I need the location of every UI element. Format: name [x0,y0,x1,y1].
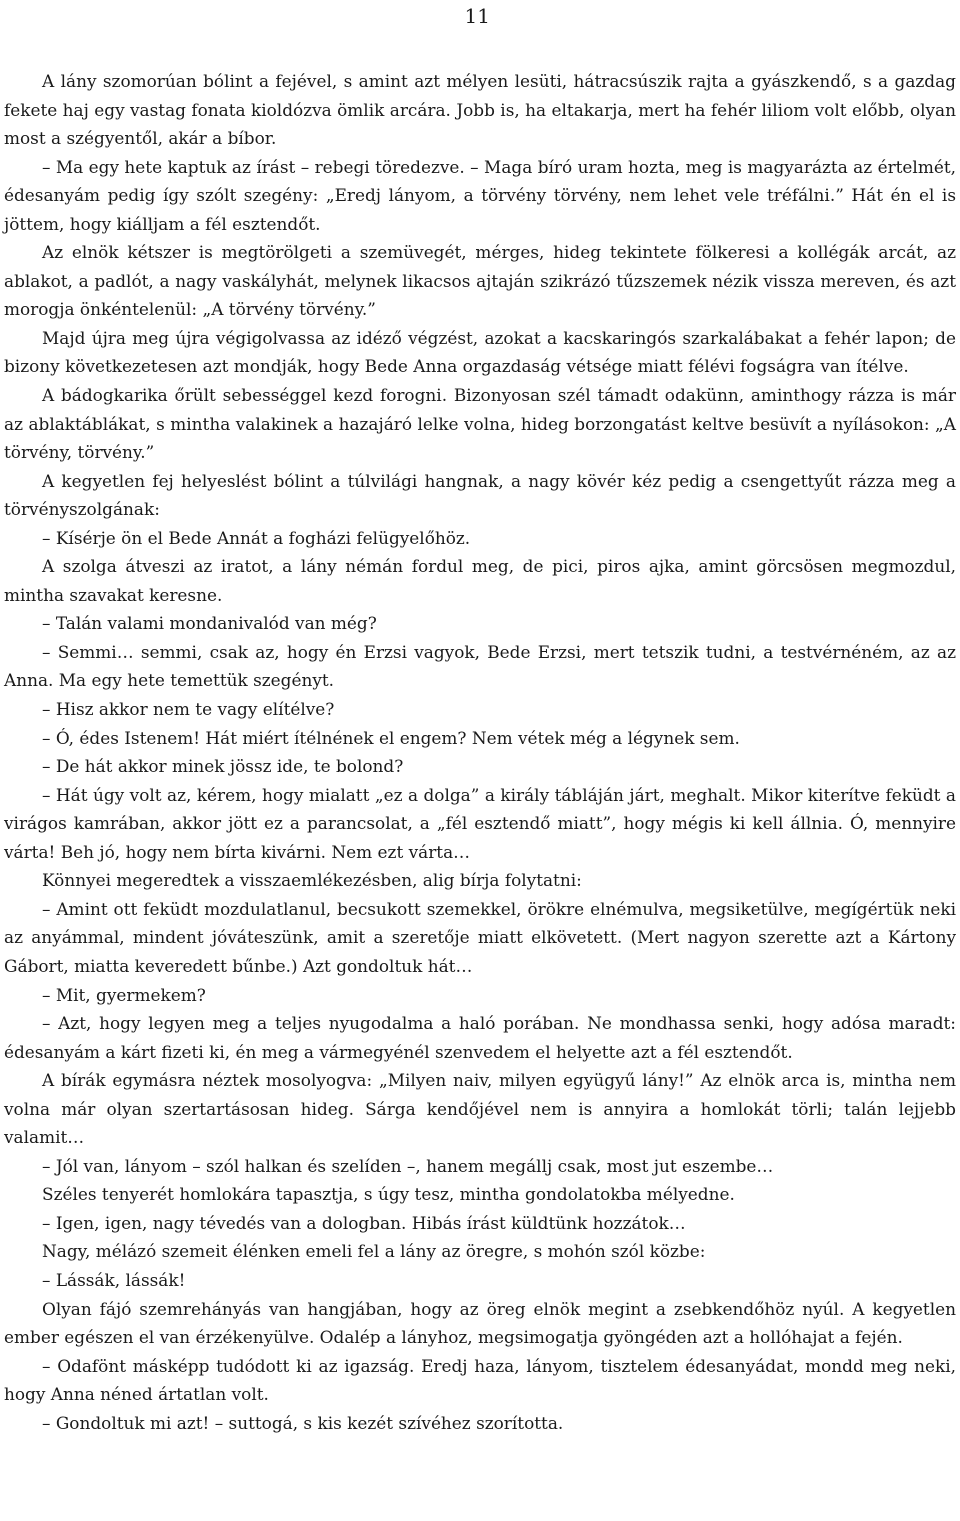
paragraph: Majd újra meg újra végigolvassa az idéző végzést, azokat a kacskaringós szarkalábakat a fehér lapon; de bizony következetesen azt mondják, hogy Bede Anna orgazdaság vétsége miatt félévi fogságra van ítélve. [4,327,956,377]
paragraph: – Semmi… semmi, csak az, hogy én Erzsi vagyok, Bede Erzsi, mert tetszik tudni, a testvérnéném, az az Anna. Ma egy hete temettük szegényt. [4,641,956,691]
paragraph: Olyan fájó szemrehányás van hangjában, hogy az öreg elnök megint a zsebkendőhöz nyúl. A kegyetlen ember egészen el van érzékenyülve. Odalép a lányhoz, megsimogatja gyöngéden azt a hollóhajat a fején. [4,1298,956,1348]
paragraph: – Odafönt másképp tudódott ki az igazság. Eredj haza, lányom, tisztelem édesanyádat, mondd meg neki, hogy Anna néned ártatlan volt. [4,1355,956,1405]
paragraph: – Igen, igen, nagy tévedés van a dologban. Hibás írást küldtünk hozzátok… [42,1212,686,1233]
paragraph: – Hát úgy volt az, kérem, hogy mialatt „ez a dolga” a király tábláján járt, meghalt. Mikor kiterítve feküdt a virágos kamrában, akkor jött ez a parancsolat, a „fél esztendő miatt”, hogy mégis ki kell állnia. Ó, mennyire várta! Beh jó, hogy nem bírta kivárni. Nem ezt várta… [4,784,956,862]
paragraph: – Amint ott feküdt mozdulatlanul, becsukott szemekkel, örökre elnémulva, megsiketülve, megígértük neki az anyámmal, mindent jóváteszünk, amit a szeretője miatt elkövetett. (Mert nagyon szerette azt a Kártony Gábort, miatta keveredett bűnbe.) Azt gondoltuk hát… [4,898,956,976]
paragraph: A bádogkarika őrült sebességgel kezd forogni. Bizonyosan szél támadt odakünn, aminthogy rázza is már az ablaktáblákat, s mintha valakinek a hazajáró lelke volna, hideg borzongatást keltve besüvít a nyílásokon: „A törvény, törvény.” [4,385,956,463]
paragraph: – Kísérje ön el Bede Annát a fogházi felügyelőhöz. [42,527,471,548]
paragraph: A lány szomorúan bólint a fejével, s amint azt mélyen lesüti, hátracsúszik rajta a gyászkendő, s a gazdag fekete haj egy vastag fonata kioldózva ömlik arcára. Jobb is, ha eltakarja, mert ha fehér liliom volt előbb, olyan most a szégyentől, akár a bíbor. [4,71,956,149]
body-text [4,67,956,1437]
paragraph: Az elnök kétszer is megtörölgeti a szemüvegét, mérges, hideg tekintete fölkeresi a kollégák arcát, az ablakot, a padlót, a nagy vaskályhát, melynek likacsos ajtaján szikrázó tűzszemek nézik vissza mereven, és azt morogja önkéntelenül: „A törvény törvény.” [4,242,956,320]
paragraph: – Ma egy hete kaptuk az írást – rebegi töredezve. – Maga bíró uram hozta, meg is magyarázta az értelmét, édesanyám pedig így szólt szegény: „Eredj lányom, a törvény törvény, nem lehet vele tréfálni.” Hát én el is jöttem, hogy kiálljam a fél esztendőt. [4,156,956,234]
paragraph: Könnyei megeredtek a visszaemlékezésben, alig bírja folytatni: [42,870,582,891]
paragraph: – Lássák, lássák! [42,1269,186,1290]
paragraph: Nagy, mélázó szemeit élénken emeli fel a lány az öregre, s mohón szól közbe: [42,1241,706,1262]
paragraph: – De hát akkor minek jössz ide, te bolond? [42,756,404,777]
paragraph: Széles tenyerét homlokára tapasztja, s úgy tesz, mintha gondolatokba mélyedne. [42,1184,735,1205]
paragraph: – Talán valami mondanivalód van még? [42,613,377,634]
paragraph: A bírák egymásra néztek mosolyogva: „Milyen naiv, milyen együgyű lány!” Az elnök arca is, mintha nem volna már olyan szertartásosan hideg. Sárga kendőjével nem is annyira a homlokát törli; talán lejjebb valamit… [4,1070,956,1148]
paragraph: – Ó, édes Istenem! Hát miért ítélnének el engem? Nem vétek még a légynek sem. [42,727,740,748]
paragraph: – Jól van, lányom – szól halkan és szelíden –, hanem megállj csak, most jut eszembe… [42,1155,774,1176]
paragraph: A szolga átveszi az iratot, a lány némán fordul meg, de pici, piros ajka, amint görcsösen megmozdul, mintha szavakat keresne. [4,556,956,605]
paragraph: A kegyetlen fej helyeslést bólint a túlvilági hangnak, a nagy kövér kéz pedig a csengettyűt rázza meg a törvényszolgának: [4,470,956,520]
paragraph: – Azt, hogy legyen meg a teljes nyugodalma a haló porában. Ne mondhassa senki, hogy adósa maradt: édesanyám a kárt fizeti ki, én meg a vármegyénél szenvedem el helyette azt a fél esztendőt. [4,1013,956,1062]
paragraph: – Hisz akkor nem te vagy elítélve? [42,699,335,720]
paragraph: – Mit, gyermekem? [42,984,206,1005]
page-number: 11 [464,4,490,28]
paragraph: – Gondoltuk mi azt! – suttogá, s kis kezét szívéhez szorította. [42,1412,564,1433]
